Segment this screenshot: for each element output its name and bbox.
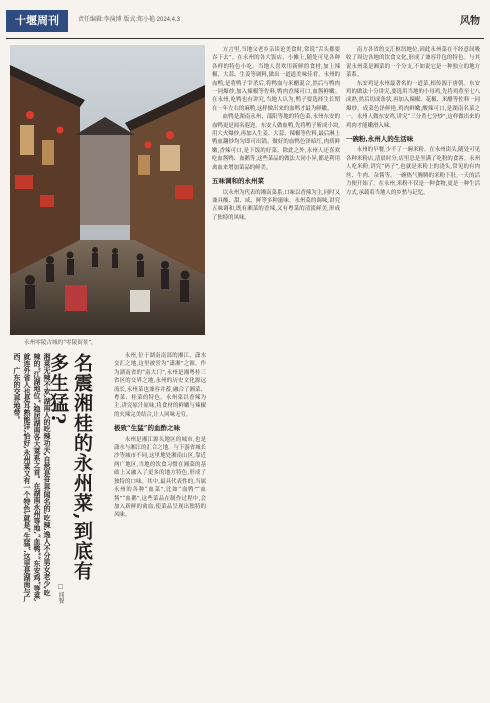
header-rule [6,38,484,39]
subheading: 一碗粉,永州人的生活味 [346,135,414,144]
newspaper-brand: 十堰周刊 [6,10,68,32]
title-block [12,353,110,608]
editor-meta: 责任编辑:李演博 版式:郑小艳 2024.4.3 [78,17,181,23]
page-header [0,0,490,40]
column-name: 风物 [460,16,480,27]
paragraph: 以永州为代表的湘南菜系,口味以香辣为主,同时又兼具酸、甜、咸、鲜等多种滋味。永州菜的调味,讲究五味调和,既有湘菜的香辣,又有粤菜的清淡鲜美,形成了独特的风味。 [212,189,340,221]
article-title: 名震湘桂的永州菜,到底有多生猛? [47,353,93,581]
photo-caption: 永州零陵古城的“零陵街景”。 [24,340,97,346]
column-3 [346,46,480,697]
paragraph: 永州的早餐,少不了一碗米粉。在永州街头,随处可见各种米粉店,清晨时分,店里总是坐满了吃粉的食客。永州人吃米粉,讲究“码子”,也就是米粉上的浇头,常见的有肉丝、牛肉、杂酱等。一碗热气腾腾的米粉下肚,一天的活力便开始了。在永州,米粉不仅是一种食物,更是一种生活方式,承载着当地人的乡愁与记忆。 [346,147,480,196]
column-2 [212,46,340,697]
subheading: 五味调和的永州菜 [212,177,264,186]
paragraph: 方言里,当地父老乡亲谈论美食时,常说“舌头都要吞下去”。在永州的各大饭店、小摊上,随处可见各种各样的特色小吃。当地人喜欢用新鲜的食材,加上辣椒、大蒜、生姜等调料,做出一道道美味佳肴。永州的血鸭,是将鸭子宰杀后,将鸭血与米醋混合,然后与鸭肉一同爆炒,加入辣椒等佐料,鸭肉香辣可口,血酱鲜嫩。在永州,吃鸭也有讲究,当地人认为,鸭子要选择生长期在一年左右的麻鸭,这样做出来的血鸭才最为鲜嫩。 [212,47,340,112]
paragraph: 永州是湘江源头地区的城市,也是潇水与湘江的汇合之地。与下游省城长沙等城市不同,这里地处湘南山区,靠近两广地区,当地的饮食习惯在湘菜的基础上又融入了更多的地方特色,形成了独特的口味。其中,最具代表性的,当属永州的各种“血菜”,比如“血鸭”“血酱”“血鹅”,这些菜品在制作过程中,会加入新鲜的禽血,使菜品呈现出独特的风味。 [114,436,206,519]
article-author: □ 闻餐 [57,583,64,604]
paragraph: 东安鸡是永州最著名的一道菜,相传源于唐朝。东安鸡的做法十分讲究,要选用当地的小母鸡,先将鸡煮至七八成熟,然后切成条状,再加入辣椒、花椒、米醋等佐料一同爆炒。成菜色泽鲜艳,鸡肉鲜嫩,酸辣可口,是湖南名菜之一。永州人做东安鸡,讲究“三分煮七分炒”,这样做出来的鸡肉才能嫩滑入味。 [346,80,480,129]
street-photo [10,45,205,335]
article-lead: 湘菜无辣不欢,湖南人的吃辣功夫,自然是世界闻名的,吃辣,逸人不分男女老少,吃辣的“江湖地位”,稳居湖南各大菜系之首。在湖南永州等地,“血鸭”“东安鸡”等菜,就连外省人也是耳熟能详,恰好,永州菜又有一个特色,就是“生猛”,这里是湖南与广西、广东的交界地带。 [13,353,52,602]
paragraph: 血鸭是湖南永州、邵阳等地的特色菜,永州东安的血鸭更是闻名遐迩。东安人做血鸭,先将鸭子斩成小块,用大火爆炒,再加入生姜、大蒜、辣椒等佐料,最后淋上鸭血翻炒均匀即可出锅。做好的血鸭色泽暗红,肉质鲜嫩,香辣可口,是下饭的好菜。除此之外,永州人还喜欢吃血酱鸭、血鹅等,这些菜品的做法大同小异,都是利用禽血来增加菜品的鲜美。 [212,114,340,171]
paragraph: 永州,位于湖南南部的湘江、潇水交汇之地,这里被誉为“潇湘”之源。作为湖南省的“南大门”,永州是湘粤桂三省区的交界之地,永州的历史文化源远流长,永州菜也兼容并蓄,融合了湘菜、粤菜、桂菜的特色。永州菜以香辣为主,讲究原汁原味,将食材的鲜嫩与辣椒的火辣完美结合,让人回味无穷。 [114,353,206,418]
subheading: 极致“生猛”的血酢之味 [114,424,180,433]
ancient-street-photo-icon [10,45,205,335]
column-1 [114,352,206,697]
paragraph: 南方各省的交汇枢纽地位,因此永州菜在不经意间吸收了周边各地的饮食文化,形成了兼容并包的特色。与其说永州菜是湘菜的一个分支,不如说它是一种独立的地方菜系。 [346,47,480,79]
